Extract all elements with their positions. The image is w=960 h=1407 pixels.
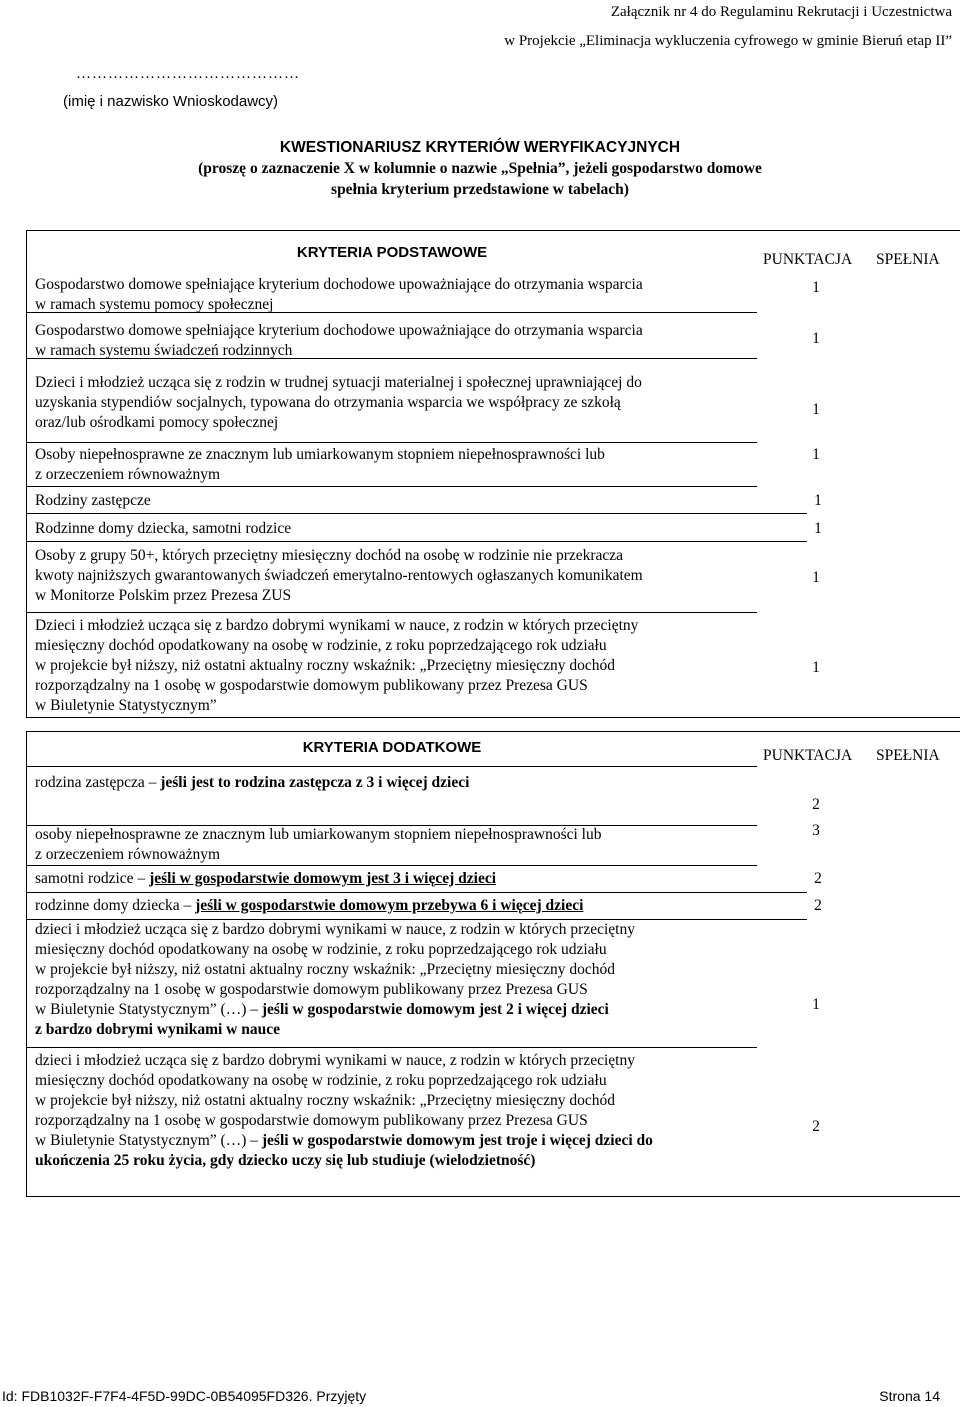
table-row — [27, 1048, 757, 1196]
basic-criteria-heading: KRYTERIA PODSTAWOWE — [296, 244, 488, 261]
points-value: 1 — [814, 520, 822, 537]
table-row — [27, 542, 757, 613]
title-instruction-line2: spełnia kryterium przedstawione w tabelach) — [331, 181, 629, 198]
basic-criteria-table — [26, 230, 960, 718]
points-value: 1 — [812, 569, 820, 586]
additional-criteria-heading: KRYTERIA DODATKOWE — [302, 739, 482, 756]
points-value: 2 — [812, 796, 820, 813]
table-row — [27, 866, 807, 893]
additional-meets-header: SPEŁNIA — [876, 747, 940, 764]
basic-points-header: PUNKTACJA — [763, 251, 853, 268]
criterion-text: Dzieci i młodzież ucząca się z bardzo dobrymi wynikami w nauce, z rodzin w których przeciętny miesięczny dochód opodatkowany na osobę w rodzinie, z roku poprzedzającego rok udziału w projekcie był niższy, niż ostatni aktualny roczny wskaźnik: „Przeciętny miesięczny dochód rozporządzalny na 1 osobę w gospodarstwie domowym publikowany przez Prezesa GUS w Biuletynie Statystycznym” — [35, 617, 639, 714]
annex-header-line1: Załącznik nr 4 do Regulaminu Rekrutacji i Uczestnictwa — [610, 4, 952, 20]
points-value: 2 — [812, 1118, 820, 1135]
criterion-text: osoby niepełnosprawne ze znacznym lub umiarkowanym stopniem niepełnosprawności lub z orzeczeniem równoważnym — [35, 826, 602, 863]
criterion-text: Osoby niepełnosprawne ze znacznym lub umiarkowanym stopniem niepełnosprawności lub z orzeczeniem równoważnym — [35, 446, 605, 483]
criterion-text: samotni rodzice – jeśli w gospodarstwie domowym jest 3 i więcej dzieci — [35, 870, 497, 887]
title-instruction-line1: (proszę o zaznaczenie X w kolumnie o nazwie „Spełnia”, jeżeli gospodarstwo domowe — [198, 160, 762, 177]
table-row — [27, 271, 757, 313]
points-value: 1 — [812, 330, 820, 347]
points-value: 1 — [812, 659, 820, 676]
applicant-name-dots: …………………………………… — [76, 66, 300, 82]
table-row — [27, 826, 757, 866]
points-value: 2 — [814, 870, 822, 887]
annex-header-line2: w Projekcie „Eliminacja wykluczenia cyfrowego w gminie Bieruń etap II” — [504, 33, 952, 49]
applicant-name-label: (imię i nazwisko Wnioskodawcy) — [63, 93, 279, 110]
basic-meets-header: SPEŁNIA — [876, 251, 940, 268]
criterion-text: Rodzinne domy dziecka, samotni rodzice — [35, 520, 292, 537]
table-row — [27, 766, 757, 826]
criterion-text: rodzinne domy dziecka – jeśli w gospodarstwie domowym przebywa 6 i więcej dzieci — [35, 897, 584, 914]
points-value: 1 — [814, 492, 822, 509]
criterion-text: Gospodarstwo domowe spełniające kryterium dochodowe upoważniające do otrzymania wsparcia w ramach systemu świadczeń rodzinnych — [35, 322, 643, 359]
criterion-text: rodzina zastępcza – jeśli jest to rodzina zastępcza z 3 i więcej dzieci — [35, 774, 470, 791]
criterion-text: Dzieci i młodzież ucząca się z rodzin w trudnej sytuacji materialnej i społecznej uprawniającej do uzyskania stypendiów socjalnych, typowana do otrzymania wsparcia we współpracy ze szkołą oraz/lub ośrodkami pomocy społecznej — [35, 374, 642, 431]
criterion-text: Gospodarstwo domowe spełniające kryterium dochodowe upoważniające do otrzymania wsparcia w ramach systemu pomocy społecznej — [35, 276, 643, 313]
table-row — [27, 443, 757, 487]
document-id: Id: FDB1032F-F7F4-4F5D-99DC-0B54095FD326. Przyjęty — [2, 1388, 367, 1404]
points-value: 3 — [812, 822, 820, 839]
additional-points-header: PUNKTACJA — [763, 747, 853, 764]
table-row — [27, 514, 807, 542]
page-number: Strona 14 — [879, 1388, 940, 1404]
table-row — [27, 359, 757, 443]
table-row — [27, 487, 807, 514]
criterion-text: dzieci i młodzież ucząca się z bardzo dobrymi wynikami w nauce, z rodzin w których przeciętny miesięczny dochód opodatkowany na osobę w rodzinie, z roku poprzedzającego rok udziału w projekcie był niższy, niż ostatni aktualny roczny wskaźnik: „Przeciętny miesięczny dochód rozporządzalny na 1 osobę w gospodarstwie domowym publikowany przez Prezesa GUS w Biuletynie Statystycznym” (…) – jeśli w gospodarstwie domowym jest 2 i więcej dzieci z bardzo dobrymi wynikami w nauce — [35, 921, 635, 1038]
points-value: 2 — [814, 897, 822, 914]
table-row — [27, 313, 757, 359]
points-value: 1 — [812, 401, 820, 418]
table-row — [27, 893, 807, 920]
criterion-text: Osoby z grupy 50+, których przeciętny miesięczny dochód na osobę w rodzinie nie przekracza kwoty najniższych gwarantowanych świadczeń emerytalno-rentowych ogłaszanych komunikatem w Monitorze Polskim przez Prezesa ZUS — [35, 547, 643, 604]
points-value: 1 — [812, 446, 820, 463]
page-title: KWESTIONARIUSZ KRYTERIÓW WERYFIKACYJNYCH — [279, 139, 681, 156]
points-value: 1 — [812, 996, 820, 1013]
criterion-text: Rodziny zastępcze — [35, 492, 151, 509]
table-row — [27, 613, 757, 717]
table-row — [27, 920, 757, 1048]
points-value: 1 — [812, 279, 820, 296]
criterion-text: dzieci i młodzież ucząca się z bardzo dobrymi wynikami w nauce, z rodzin w których przeciętny miesięczny dochód opodatkowany na osobę w rodzinie, z roku poprzedzającego rok udziału w projekcie był niższy, niż ostatni aktualny roczny wskaźnik: „Przeciętny miesięczny dochód rozporządzalny na 1 osobę w gospodarstwie domowym publikowany przez Prezesa GUS w Biuletynie Statystycznym” (…) – jeśli w gospodarstwie domowym jest troje i więcej dzieci do ukończenia 25 roku życia, gdy dziecko uczy się lub studiuje (wielodzietność) — [35, 1052, 653, 1169]
